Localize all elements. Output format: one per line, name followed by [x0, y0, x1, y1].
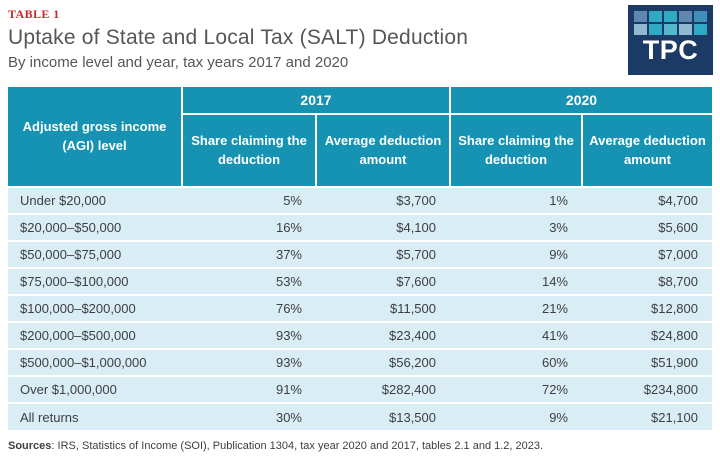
header-block	[8, 7, 620, 71]
tpc-logo	[628, 5, 713, 75]
column-header-average-2017: Average deduction amount	[316, 114, 450, 187]
table-row	[8, 214, 712, 241]
share-2020-cell: 41%	[450, 322, 582, 349]
average-2020-cell: $21,100	[582, 403, 712, 430]
share-2017-cell: 53%	[182, 268, 316, 295]
share-2020-cell: 1%	[450, 187, 582, 214]
share-2017-cell: 76%	[182, 295, 316, 322]
agi-level-cell: $100,000–$200,000	[8, 295, 182, 322]
table-row	[8, 349, 712, 376]
logo-text: TPC	[642, 35, 699, 65]
average-2017-cell: $23,400	[316, 322, 450, 349]
logo-square-icon	[679, 11, 692, 22]
year-header-row	[8, 87, 712, 114]
average-2020-cell: $12,800	[582, 295, 712, 322]
share-2017-cell: 16%	[182, 214, 316, 241]
agi-level-cell: $50,000–$75,000	[8, 241, 182, 268]
average-2017-cell: $4,100	[316, 214, 450, 241]
agi-level-cell: Under $20,000	[8, 187, 182, 214]
table-row	[8, 403, 712, 430]
agi-level-cell: $500,000–$1,000,000	[8, 349, 182, 376]
average-2017-cell: $56,200	[316, 349, 450, 376]
column-header-share-2017: Share claiming the deduction	[182, 114, 316, 187]
logo-square-icon	[634, 11, 647, 22]
agi-level-cell: Over $1,000,000	[8, 376, 182, 403]
logo-square-icon	[664, 11, 677, 22]
logo-square-icon	[694, 11, 707, 22]
agi-level-cell: $200,000–$500,000	[8, 322, 182, 349]
average-2017-cell: $11,500	[316, 295, 450, 322]
share-2020-cell: 21%	[450, 295, 582, 322]
sources-text: : IRS, Statistics of Income (SOI), Publication 1304, tax year 2020 and 2017, tables 2.1 and 1.2, 2023.	[51, 440, 544, 452]
average-2020-cell: $234,800	[582, 376, 712, 403]
salt-deduction-table	[8, 87, 712, 430]
average-2020-cell: $5,600	[582, 214, 712, 241]
share-2020-cell: 9%	[450, 403, 582, 430]
page-title: Uptake of State and Local Tax (SALT) Deduction	[8, 26, 469, 49]
table-row	[8, 295, 712, 322]
logo-square-icon	[694, 24, 707, 35]
logo-square-icon	[634, 24, 647, 35]
column-group-header-2020: 2020	[450, 87, 712, 114]
share-2020-cell: 9%	[450, 241, 582, 268]
share-2020-cell: 60%	[450, 349, 582, 376]
average-2017-cell: $282,400	[316, 376, 450, 403]
logo-squares-grid-icon	[634, 11, 707, 35]
table-row	[8, 376, 712, 403]
average-2020-cell: $8,700	[582, 268, 712, 295]
average-2020-cell: $51,900	[582, 349, 712, 376]
column-header-share-2020: Share claiming the deduction	[450, 114, 582, 187]
sources-label: Sources	[8, 440, 52, 452]
sources-note	[8, 440, 712, 452]
share-2020-cell: 72%	[450, 376, 582, 403]
share-2017-cell: 93%	[182, 349, 316, 376]
logo-square-icon	[649, 11, 662, 22]
share-2017-cell: 30%	[182, 403, 316, 430]
logo-square-icon	[664, 24, 677, 35]
table-row	[8, 322, 712, 349]
table-row	[8, 241, 712, 268]
average-2020-cell: $7,000	[582, 241, 712, 268]
agi-level-cell: $75,000–$100,000	[8, 268, 182, 295]
logo-square-icon	[649, 24, 662, 35]
logo-square-icon	[679, 24, 692, 35]
table-row	[8, 187, 712, 214]
share-2017-cell: 93%	[182, 322, 316, 349]
column-group-header-2017: 2017	[182, 87, 450, 114]
share-2017-cell: 37%	[182, 241, 316, 268]
average-2017-cell: $5,700	[316, 241, 450, 268]
column-header-agi-level: Adjusted gross income (AGI) level	[8, 87, 182, 187]
column-header-average-2020: Average deduction amount	[582, 114, 712, 187]
average-2017-cell: $3,700	[316, 187, 450, 214]
average-2020-cell: $24,800	[582, 322, 712, 349]
page-subtitle: By income level and year, tax years 2017 and 2020	[8, 54, 349, 71]
share-2017-cell: 91%	[182, 376, 316, 403]
share-2020-cell: 3%	[450, 214, 582, 241]
table-row	[8, 268, 712, 295]
average-2020-cell: $4,700	[582, 187, 712, 214]
agi-level-cell: $20,000–$50,000	[8, 214, 182, 241]
share-2020-cell: 14%	[450, 268, 582, 295]
agi-level-cell: All returns	[8, 403, 182, 430]
table-number-label: TABLE 1	[8, 7, 60, 21]
average-2017-cell: $13,500	[316, 403, 450, 430]
average-2017-cell: $7,600	[316, 268, 450, 295]
share-2017-cell: 5%	[182, 187, 316, 214]
